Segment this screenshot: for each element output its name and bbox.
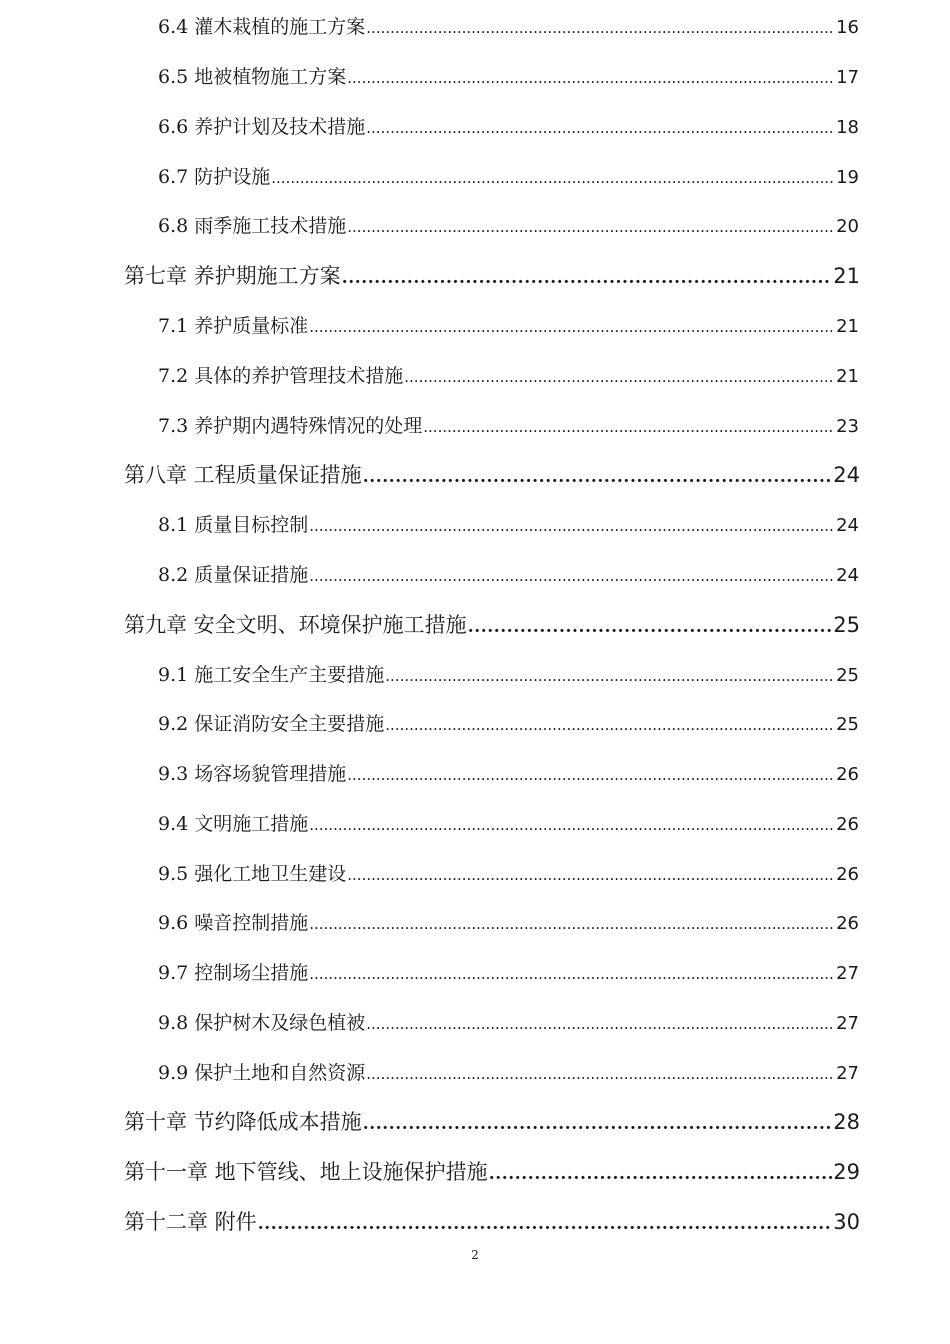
toc-leader-dots [366, 12, 835, 43]
toc-entry-label: 9.9 保护土地和自然资源 [158, 1062, 366, 1084]
toc-entry-label: 8.2 质量保证措施 [158, 564, 309, 586]
toc-leader-dots [347, 62, 835, 93]
toc-entry-label: 9.3 场容场貌管理措施 [158, 763, 347, 785]
toc-entry-page: 24 [833, 463, 860, 487]
toc-entry-chapter-10[interactable] [124, 1107, 860, 1137]
toc-entry-9-7[interactable] [158, 958, 859, 988]
toc-entry-label: 7.3 养护期内遇特殊情况的处理 [158, 415, 423, 437]
toc-leader-dots [404, 361, 835, 392]
toc-entry-page: 24 [836, 515, 859, 536]
toc-entry-8-2[interactable] [158, 560, 859, 590]
toc-entry-label: 9.1 施工安全生产主要措施 [158, 664, 385, 686]
toc-entry-9-8[interactable] [158, 1008, 859, 1038]
toc-entry-6-7[interactable] [158, 162, 859, 192]
toc-leader-dots [347, 759, 835, 790]
toc-leader-dots [363, 1107, 833, 1139]
toc-entry-chapter-12[interactable] [124, 1207, 860, 1237]
toc-leader-dots [347, 211, 835, 242]
toc-leader-dots [309, 311, 835, 342]
toc-entry-chapter-9[interactable] [124, 610, 860, 640]
toc-entry-label: 6.6 养护计划及技术措施 [158, 116, 366, 138]
toc-entry-page: 24 [836, 565, 859, 586]
toc-entry-page: 21 [836, 366, 859, 387]
toc-entry-page: 30 [833, 1210, 860, 1234]
toc-entry-page: 21 [833, 264, 860, 288]
toc-entry-label: 7.2 具体的养护管理技术措施 [158, 365, 404, 387]
toc-entry-page: 16 [836, 17, 859, 38]
toc-leader-dots [258, 1207, 833, 1239]
toc-entry-page: 18 [836, 117, 859, 138]
toc-leader-dots [489, 1157, 833, 1189]
toc-entry-page: 25 [836, 714, 859, 735]
toc-entry-page: 26 [836, 913, 859, 934]
toc-entry-page: 20 [836, 216, 859, 237]
toc-entry-label: 第九章 安全文明、环境保护施工措施 [124, 613, 467, 637]
toc-entry-page: 27 [836, 1013, 859, 1034]
toc-entry-page: 27 [836, 963, 859, 984]
toc-entry-page: 27 [836, 1063, 859, 1084]
toc-entry-label: 6.4 灌木栽植的施工方案 [158, 16, 366, 38]
page-number: 2 [471, 1248, 479, 1262]
toc-leader-dots [309, 908, 835, 939]
toc-leader-dots [342, 261, 833, 293]
toc-leader-dots [366, 1058, 835, 1089]
toc-leader-dots [366, 112, 835, 143]
toc-entry-page: 25 [833, 613, 860, 637]
toc-entry-page: 26 [836, 814, 859, 835]
toc-entry-6-5[interactable] [158, 62, 859, 92]
toc-entry-page: 17 [836, 67, 859, 88]
toc-entry-page: 26 [836, 864, 859, 885]
toc-entry-chapter-11[interactable] [124, 1157, 860, 1187]
toc-leader-dots [309, 510, 835, 541]
toc-entry-9-9[interactable] [158, 1058, 859, 1088]
toc-entry-page: 19 [836, 167, 859, 188]
toc-entry-label: 6.8 雨季施工技术措施 [158, 215, 347, 237]
toc-entry-7-3[interactable] [158, 411, 859, 441]
toc-entry-9-6[interactable] [158, 908, 859, 938]
toc-entry-page: 21 [836, 316, 859, 337]
toc-entry-label: 9.2 保证消防安全主要措施 [158, 713, 385, 735]
toc-entry-label: 第八章 工程质量保证措施 [124, 463, 362, 487]
toc-leader-dots [385, 660, 835, 691]
toc-entry-label: 9.5 强化工地卫生建设 [158, 863, 347, 885]
toc-entry-label: 7.1 养护质量标准 [158, 315, 309, 337]
toc-leader-dots [309, 809, 835, 840]
toc-leader-dots [468, 610, 833, 642]
toc-leader-dots [309, 958, 835, 989]
toc-leader-dots [363, 460, 833, 492]
toc-entry-label: 9.6 噪音控制措施 [158, 912, 309, 934]
toc-entry-label: 6.5 地被植物施工方案 [158, 66, 347, 88]
toc-entry-page: 28 [833, 1110, 860, 1134]
toc-leader-dots [385, 709, 835, 740]
toc-entry-8-1[interactable] [158, 510, 859, 540]
toc-entry-page: 29 [833, 1160, 860, 1184]
toc-entry-9-3[interactable] [158, 759, 859, 789]
toc-entry-9-2[interactable] [158, 709, 859, 739]
toc-entry-page: 25 [836, 665, 859, 686]
toc-entry-7-1[interactable] [158, 311, 859, 341]
toc-entry-chapter-8[interactable] [124, 460, 860, 490]
toc-entry-label: 8.1 质量目标控制 [158, 514, 309, 536]
toc-leader-dots [366, 1008, 835, 1039]
toc-entry-page: 26 [836, 764, 859, 785]
toc-entry-6-8[interactable] [158, 211, 859, 241]
toc-entry-label: 9.7 控制场尘措施 [158, 962, 309, 984]
toc-entry-label: 第十二章 附件 [124, 1210, 257, 1234]
toc-entry-9-5[interactable] [158, 859, 859, 889]
toc-entry-label: 6.7 防护设施 [158, 166, 271, 188]
toc-leader-dots [347, 859, 835, 890]
toc-entry-label: 9.4 文明施工措施 [158, 813, 309, 835]
toc-entry-label: 第十章 节约降低成本措施 [124, 1110, 362, 1134]
toc-leader-dots [271, 162, 835, 193]
toc-entry-label: 9.8 保护树木及绿色植被 [158, 1012, 366, 1034]
toc-entry-6-6[interactable] [158, 112, 859, 142]
toc-entry-label: 第十一章 地下管线、地上设施保护措施 [124, 1160, 488, 1184]
toc-entry-9-1[interactable] [158, 660, 859, 690]
toc-entry-chapter-7[interactable] [124, 261, 860, 291]
toc-leader-dots [309, 560, 835, 591]
toc-entry-6-4[interactable] [158, 12, 859, 42]
toc-entry-7-2[interactable] [158, 361, 859, 391]
toc-entry-label: 第七章 养护期施工方案 [124, 264, 341, 288]
toc-leader-dots [423, 411, 835, 442]
toc-entry-9-4[interactable] [158, 809, 859, 839]
toc-entry-page: 23 [836, 416, 859, 437]
